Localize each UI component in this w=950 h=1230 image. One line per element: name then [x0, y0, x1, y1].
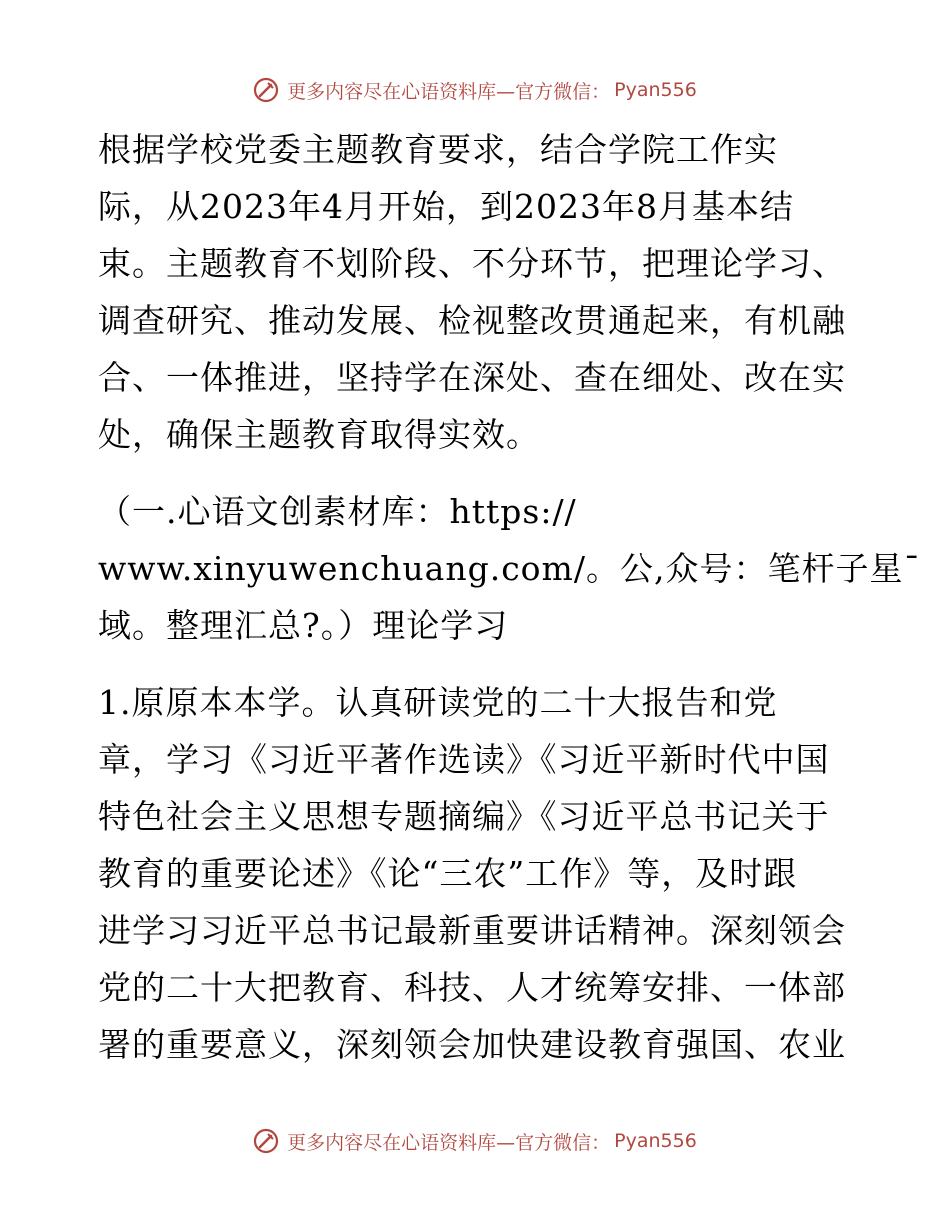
section-heading-theory-study: [98, 483, 921, 654]
pen-logo-icon: [253, 1128, 279, 1154]
text-line: 特色社会主义思想专题摘编》《习近平总书记关于: [98, 797, 830, 836]
text-line: 根据学校党委主题教育要求，结合学院工作实: [98, 130, 778, 169]
header-watermark-banner: [0, 75, 950, 105]
pen-logo-icon: [253, 77, 279, 103]
text-line: 章，学习《习近平著作选读》《习近平新时代中国: [98, 740, 830, 779]
text-line: 处，确保主题教育取得实效。: [98, 415, 540, 454]
banner-text: 更多内容尽在心语资料库—官方微信：: [287, 1131, 611, 1154]
text-line: 束。主题教育不划阶段、不分环节，把理论学习、: [98, 244, 846, 283]
text-line: www.xinyuwenchuang.com/。公,众号：笔杆子星¯: [98, 549, 921, 588]
text-line: 进学习习近平总书记最新重要讲话精神。深刻领会: [98, 911, 846, 950]
text-line: 署的重要意义，深刻领会加快建设教育强国、农业: [98, 1025, 846, 1064]
text-line: 合、一体推进，坚持学在深处、查在细处、改在实: [98, 358, 846, 397]
banner-text: 更多内容尽在心语资料库—官方微信：: [287, 80, 611, 103]
paragraph-intro: [98, 121, 858, 463]
text-line: 1.原原本本学。认真研读党的二十大报告和党: [98, 683, 778, 722]
document-body: [98, 121, 921, 1073]
banner-wechat-id: Pyan556: [614, 79, 697, 101]
text-line: 域。整理汇总?。）理论学习: [98, 606, 509, 645]
text-line: （一.心语文创素材库：https://: [98, 492, 577, 531]
banner-wechat-id: Pyan556: [614, 1130, 697, 1152]
paragraph-item-1: [98, 674, 858, 1073]
text-line: 党的二十大把教育、科技、人才统筹安排、一体部: [98, 968, 846, 1007]
text-line: 调查研究、推动发展、检视整改贯通起来，有机融: [98, 301, 846, 340]
footer-watermark-banner: [0, 1126, 950, 1156]
text-line: 际，从2023年4月开始，到2023年8月基本结: [98, 187, 794, 226]
text-line: 教育的重要论述》《论“三农”工作》等，及时跟: [98, 854, 798, 893]
